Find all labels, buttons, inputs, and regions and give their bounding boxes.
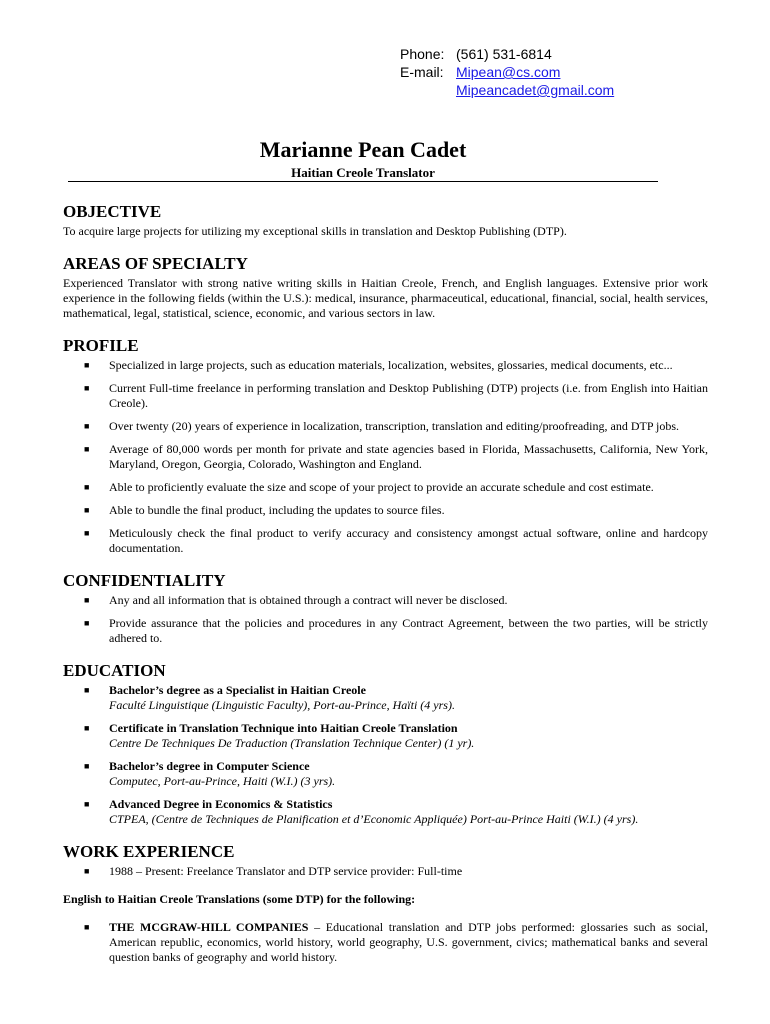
list-item: ■ Provide assurance that the policies and procedures in any Contract Agreement, between the two parties, will be strictly adhered to. — [63, 616, 708, 646]
phone-row — [400, 45, 614, 63]
education-list — [63, 683, 708, 827]
email-row — [400, 63, 614, 81]
degree-title: Advanced Degree in Economics & Statistics — [109, 797, 333, 811]
list-item: ■ 1988 – Present: Freelance Translator and DTP service provider: Full-time — [63, 864, 708, 879]
work-section — [63, 840, 708, 965]
list-item: ■ Any and all information that is obtained through a contract will never be disclosed. — [63, 593, 708, 608]
bullet-icon: ■ — [84, 761, 90, 771]
list-item — [63, 797, 708, 827]
person-name: Marianne Pean Cadet — [259, 137, 467, 162]
specialty-section — [63, 252, 708, 321]
specialty-heading: AREAS OF SPECIALTY — [63, 254, 248, 273]
work-heading: WORK EXPERIENCE — [63, 842, 235, 861]
objective-text: To acquire large projects for utilizing my exceptional skills in translation and Desktop Publishing (DTP). — [63, 224, 567, 238]
degree-institution: Faculté Linguistique (Linguistic Faculty), Port-au-Prince, Haïti (4 yrs). — [109, 698, 455, 712]
phone-label: Phone: — [400, 46, 445, 62]
degree-institution: CTPEA, (Centre de Techniques de Planification et d’Economic Appliquée) Port-au-Prince Haiti (W.I.) (4 yrs). — [109, 812, 639, 826]
list-item: ■ Able to proficiently evaluate the size and scope of your project to provide an accurate schedule and cost estimate. — [63, 480, 708, 495]
confidentiality-section — [63, 569, 708, 646]
bullet-icon: ■ — [84, 595, 90, 605]
client-list — [63, 920, 708, 965]
header-divider — [68, 181, 658, 182]
confidentiality-list — [63, 593, 708, 646]
objective-heading: OBJECTIVE — [63, 202, 162, 221]
profile-heading: PROFILE — [63, 336, 139, 355]
client-name: THE MCGRAW-HILL COMPANIES — [109, 920, 309, 934]
bullet-icon: ■ — [84, 799, 90, 809]
confidentiality-heading: CONFIDENTIALITY — [63, 571, 226, 590]
work-list — [63, 864, 708, 879]
profile-list — [63, 358, 708, 556]
job-title: Haitian Creole Translator — [291, 165, 435, 180]
list-item — [63, 683, 708, 713]
email-link-secondary[interactable]: Mipeancadet@gmail.com — [456, 82, 615, 98]
email-label: E-mail: — [400, 64, 444, 80]
degree-institution: Centre De Techniques De Traduction (Translation Technique Center) (1 yr). — [109, 736, 475, 750]
objective-section — [63, 200, 708, 239]
bullet-icon: ■ — [84, 618, 90, 628]
list-item: ■ Specialized in large projects, such as education materials, localization, websites, glossaries, medical documents, etc... — [63, 358, 708, 373]
bullet-icon: ■ — [84, 723, 90, 733]
client-description: – Educational translation and DTP jobs performed: glossaries such as social, American republic, economics, world history, world geography, U.S. government, civics; mathematical banks and several question banks of geography and world history. — [109, 920, 709, 964]
list-item: ■ Over twenty (20) years of experience in localization, transcription, translation and editing/proofreading, and DTP jobs. — [63, 419, 708, 434]
bullet-icon: ■ — [84, 922, 90, 932]
degree-title: Bachelor’s degree as a Specialist in Haitian Creole — [109, 683, 366, 697]
bullet-icon: ■ — [84, 421, 90, 431]
degree-institution: Computec, Port-au-Prince, Haiti (W.I.) (3 yrs). — [109, 774, 336, 788]
list-item — [63, 759, 708, 789]
bullet-icon: ■ — [84, 482, 90, 492]
degree-title: Bachelor’s degree in Computer Science — [109, 759, 310, 773]
name-block — [68, 136, 658, 181]
bullet-icon: ■ — [84, 528, 90, 538]
bullet-icon: ■ — [84, 866, 90, 876]
list-item — [63, 920, 708, 965]
bullet-icon: ■ — [84, 505, 90, 515]
education-section — [63, 659, 708, 827]
bullet-icon: ■ — [84, 685, 90, 695]
contact-block — [400, 45, 614, 99]
phone-number: (561) 531-6814 — [456, 46, 552, 62]
list-item — [63, 721, 708, 751]
resume-body — [63, 200, 708, 978]
list-item: ■ Able to bundle the final product, including the updates to source files. — [63, 503, 708, 518]
profile-section — [63, 334, 708, 556]
degree-title: Certificate in Translation Technique into Haitian Creole Translation — [109, 721, 458, 735]
list-item: ■ Average of 80,000 words per month for private and state agencies based in Florida, Massachusetts, California, New York, Maryland, Oregon, Georgia, Colorado, Washington and England. — [63, 442, 708, 472]
list-item: ■ Current Full-time freelance in performing translation and Desktop Publishing (DTP) projects (i.e. from English into Haitian Creole). — [63, 381, 708, 411]
email-row-secondary — [400, 81, 614, 99]
specialty-text: Experienced Translator with strong native writing skills in Haitian Creole, French, and English languages. Extensive prior work experience in the following fields (within the U.S.): medical, insurance, pharmaceutical, educational, financial, social, health services, mathematical, legal, statistical, science, economic, and various sectors in law. — [63, 276, 708, 320]
list-item: ■ Meticulously check the final product to verify accuracy and consistency amongst actual software, online and hardcopy documentation. — [63, 526, 708, 556]
bullet-icon: ■ — [84, 444, 90, 454]
bullet-icon: ■ — [84, 383, 90, 393]
education-heading: EDUCATION — [63, 661, 166, 680]
bullet-icon: ■ — [84, 360, 90, 370]
email-link-primary[interactable]: Mipean@cs.com — [456, 64, 561, 80]
work-subheading: English to Haitian Creole Translations (some DTP) for the following: — [63, 892, 416, 906]
